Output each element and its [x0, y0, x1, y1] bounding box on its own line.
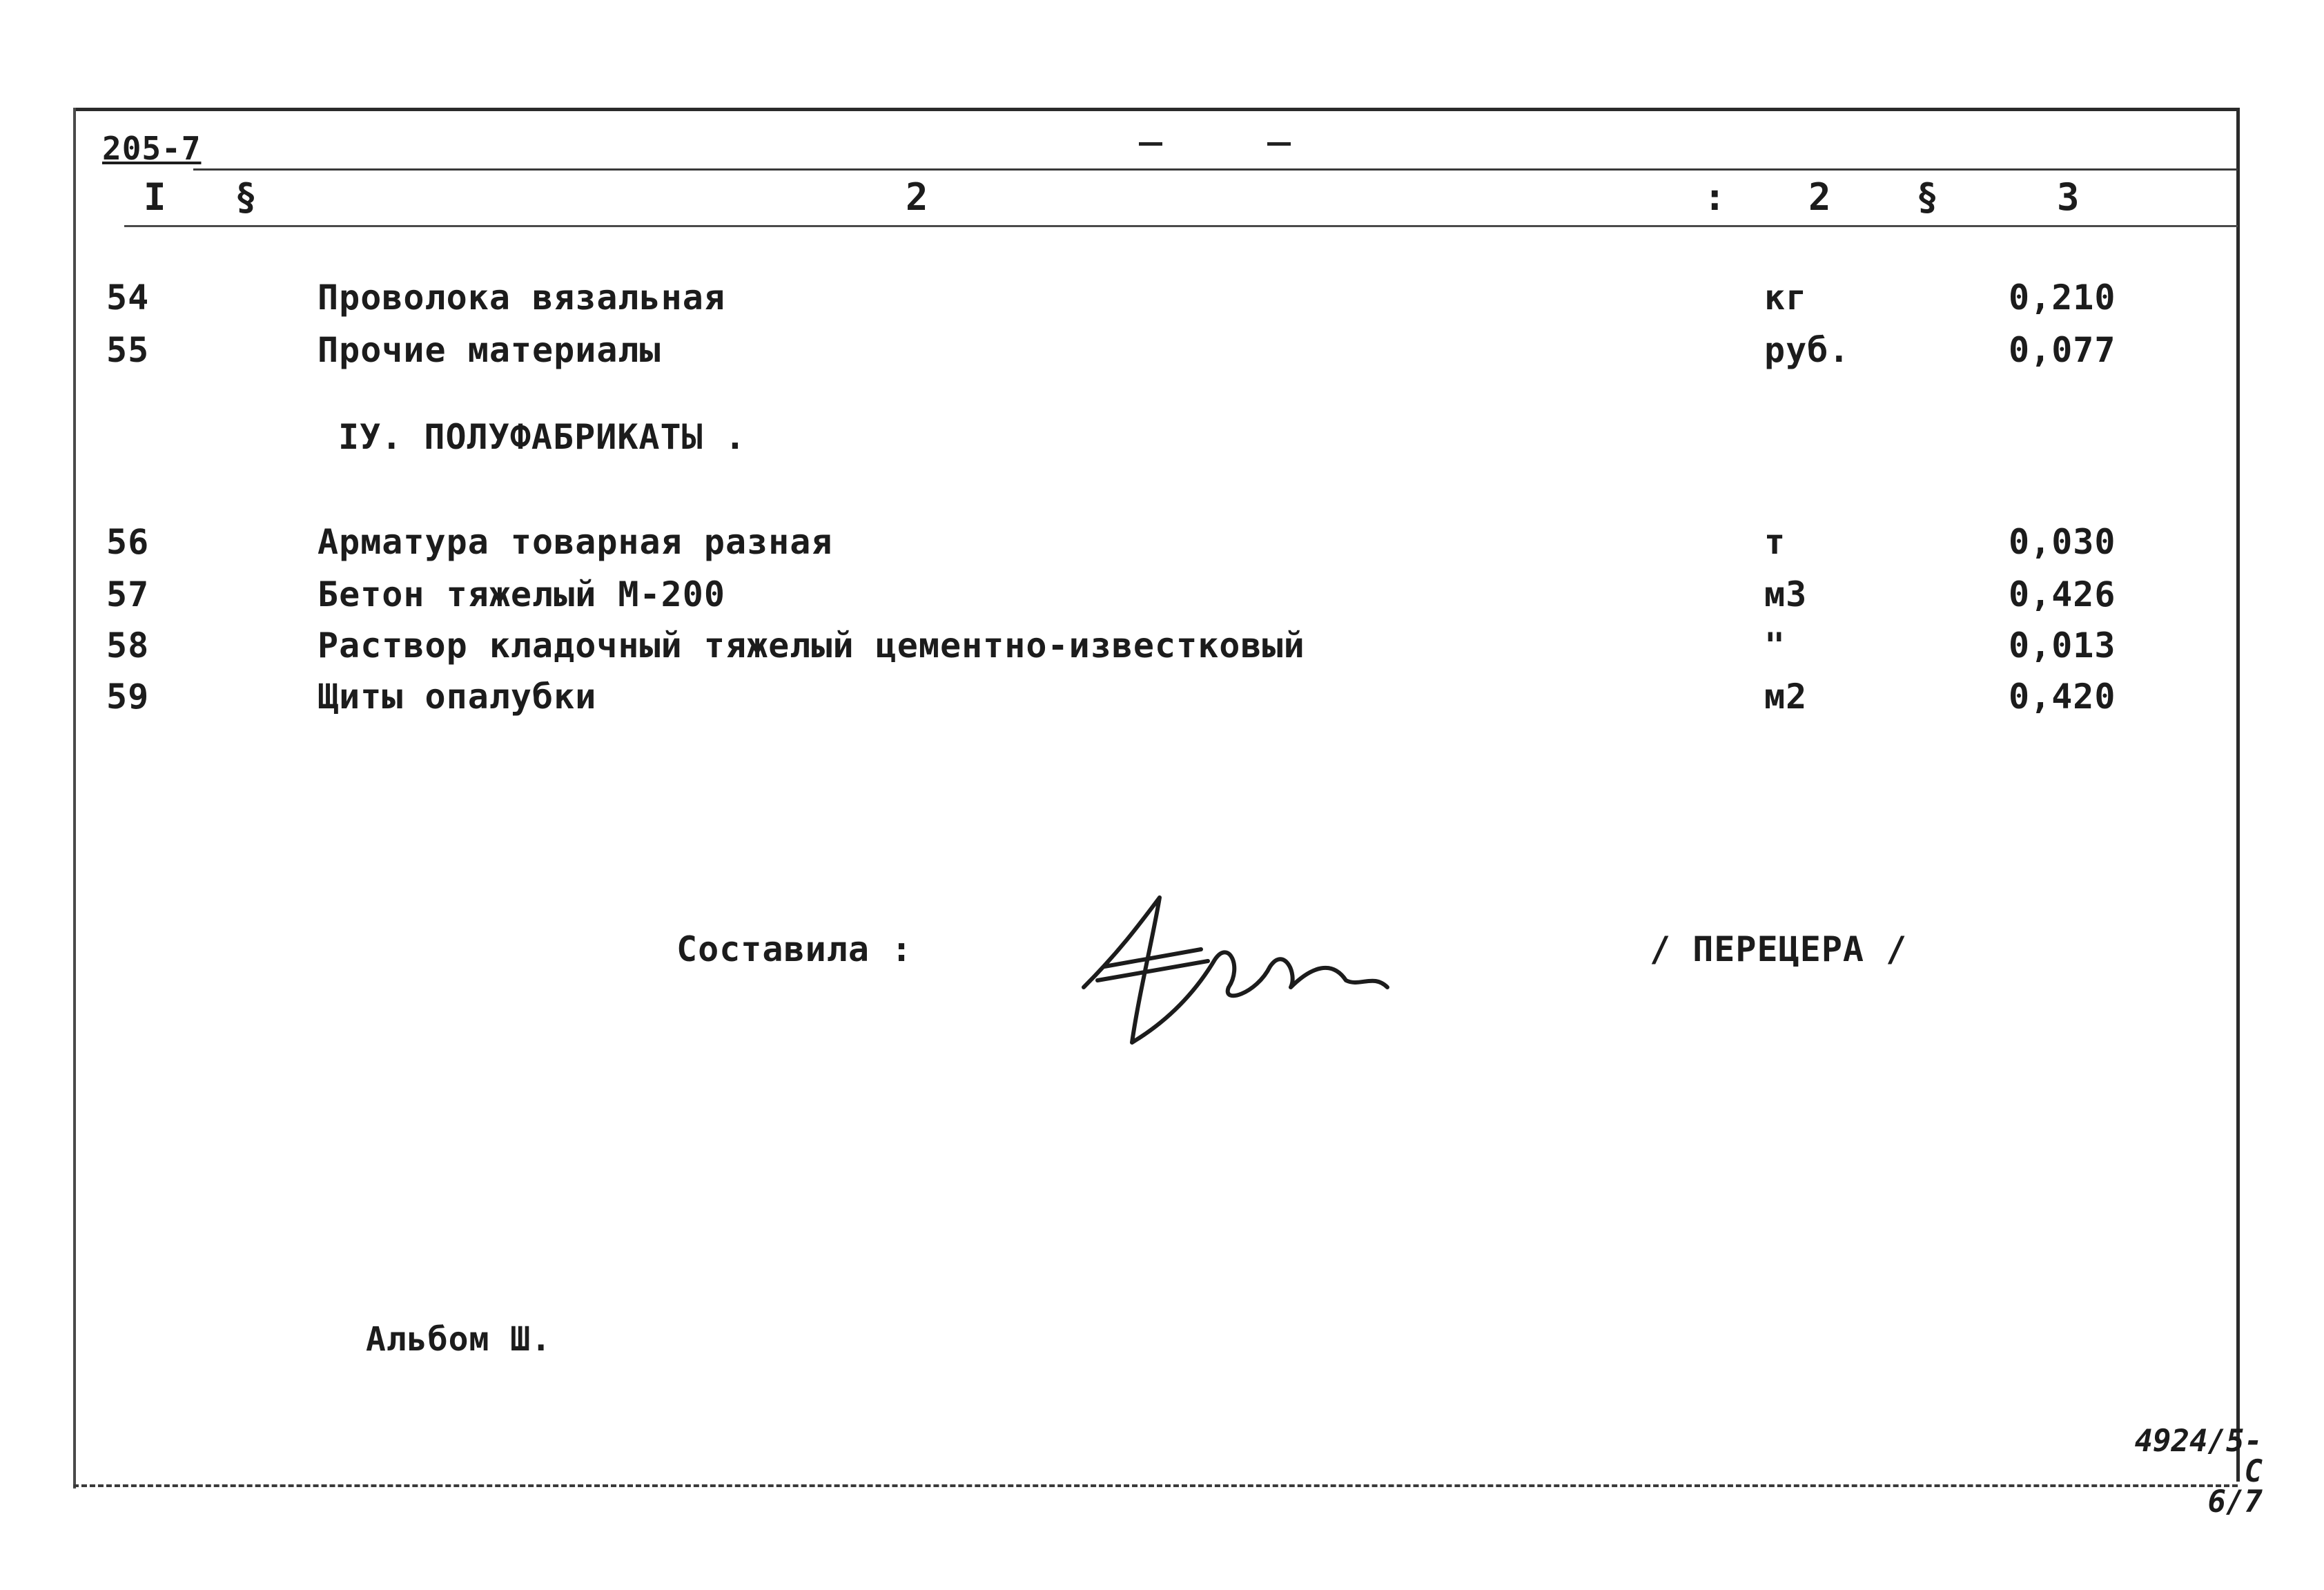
sheet-stamp	[2131, 1426, 2263, 1518]
row-unit: м3	[1764, 574, 1808, 614]
stamp-line-2: 6/7	[2207, 1484, 2263, 1520]
row-name: Щиты опалубки	[318, 677, 597, 717]
frame-top-border	[73, 108, 2238, 111]
row-name: Прочие материалы	[318, 330, 661, 370]
row-name: Арматура товарная разная	[318, 522, 833, 562]
row-quantity: 0,426	[2009, 574, 2116, 614]
section-title: IУ. ПОЛУФАБРИКАТЫ .	[338, 417, 746, 457]
frame-bottom-border	[73, 1484, 2238, 1487]
row-name: Проволока вязальная	[318, 278, 725, 318]
row-name: Бетон тяжелый М-200	[318, 574, 725, 614]
row-quantity: 0,013	[2009, 626, 2116, 666]
row-number: 55	[106, 330, 150, 370]
header-rule-top	[193, 168, 2238, 171]
top-dash-mark-left	[1139, 142, 1162, 146]
row-number: 57	[106, 574, 150, 614]
row-quantity: 0,030	[2009, 522, 2116, 562]
composed-by-label: Составила :	[676, 929, 913, 969]
row-number: 59	[106, 677, 150, 717]
row-unit: руб.	[1764, 330, 1851, 370]
handwritten-signature	[1056, 884, 1415, 1063]
row-unit: кг	[1764, 278, 1808, 318]
column-header-name: 2	[906, 175, 929, 219]
column-header-quantity: 3	[2057, 175, 2080, 219]
row-unit: т	[1764, 522, 1786, 562]
column-header-number: I	[144, 175, 167, 219]
row-quantity: 0,077	[2009, 330, 2116, 370]
stamp-line-1: 4924/5-С	[2134, 1424, 2263, 1489]
document-code: 205-7	[102, 130, 202, 167]
album-label: Альбом Ш.	[366, 1320, 552, 1359]
row-number: 56	[106, 522, 150, 562]
row-unit: "	[1764, 626, 1786, 666]
row-name: Раствор кладочный тяжелый цементно-известковый	[318, 626, 1305, 666]
column-dot: :	[1703, 175, 1727, 219]
row-number: 58	[106, 626, 150, 666]
frame-right-border	[2236, 108, 2240, 1482]
column-separator-1: §	[235, 175, 258, 219]
row-unit: м2	[1764, 677, 1808, 717]
top-dash-mark-right	[1267, 142, 1291, 146]
composer-name: / ПЕРЕЦЕРА /	[1650, 929, 1908, 969]
row-number: 54	[106, 278, 150, 318]
row-quantity: 0,210	[2009, 278, 2116, 318]
frame-left-border	[73, 108, 76, 1489]
column-separator-2: §	[1916, 175, 1940, 219]
header-rule-bottom	[124, 225, 2238, 227]
column-header-unit: 2	[1808, 175, 1832, 219]
row-quantity: 0,420	[2009, 677, 2116, 717]
